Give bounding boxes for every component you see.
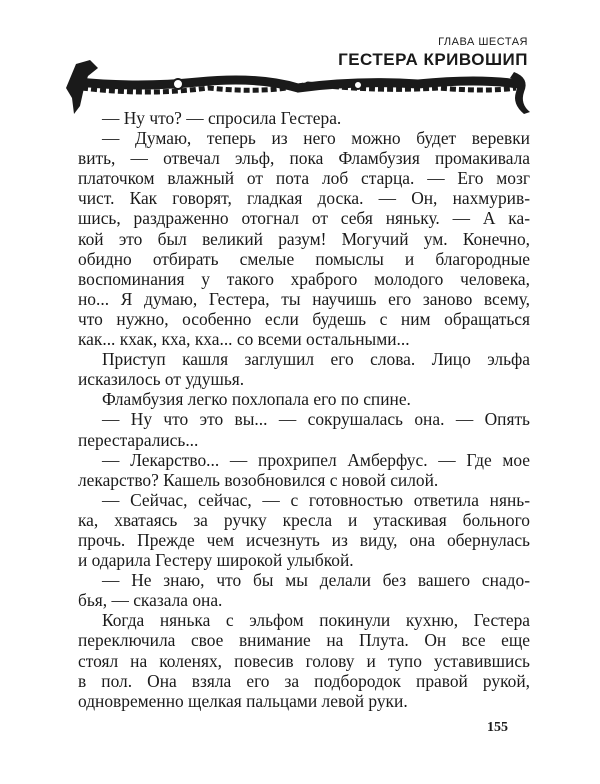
text-line: воспоминания у такого храброго молодого человека, (78, 268, 530, 289)
text-line: переключила свое внимание на Плута. Он все еще (78, 630, 530, 651)
text-line: чист. Как говорят, гладкая доска. — Он, нахмурив- (78, 188, 530, 209)
text-line: стоял на коленях, повесив голову и тупо уставившись (78, 650, 530, 671)
page-number: 155 (487, 720, 508, 735)
text-line: обидно отбирать смелые помыслы и благородные (78, 248, 530, 269)
text-line: — Ну что это вы... — сокрушалась она. — Опять (102, 409, 530, 430)
text-line: лекарство? Кашель возобновился с новой силой. (78, 469, 439, 490)
text-line: но... Я думаю, Гестера, ты научишь его заново всему, (78, 288, 530, 309)
text-line: ка, хватаясь за ручку кресла и утаскивая больного (78, 509, 530, 530)
text-line: — Ну что? — спросила Гестера. (102, 108, 342, 128)
text-line: Приступ кашля заглушил его слова. Лицо эльфа (102, 349, 530, 370)
text-line: как... кхак, кха, кха... со всеми остальными... (78, 329, 410, 350)
text-line: — Думаю, теперь из него можно будет веревки (102, 128, 530, 149)
text-line: в пол. Она взяла его за подбородок правой рукой, (78, 670, 530, 691)
text-line: прочь. Прежде чем исчезнуть из виду, она обернулась (78, 529, 530, 550)
text-line: Когда нянька с эльфом покинули кухню, Гестера (102, 610, 530, 631)
chapter-label: ГЛАВА ШЕСТАЯ (438, 36, 528, 48)
text-line: и одарила Гестеру широкой улыбкой. (78, 550, 354, 571)
text-line: платочком влажный от пота лоб старца. — Его мозг (78, 168, 530, 189)
text-line: кой это был великий разум! Могучий ум. Конечно, (78, 228, 530, 249)
text-line: что нужно, особенно если будешь с ним обращаться (78, 308, 530, 329)
text-line: одновременно щелкая пальцами левой руки. (78, 690, 408, 711)
text-line: перестарались... (78, 429, 199, 450)
text-line: — Не знаю, что бы мы делали без вашего снадо- (102, 570, 530, 591)
text-line: исказилось от удушья. (78, 369, 245, 390)
text-line: бья, — сказала она. (78, 590, 223, 611)
text-line: шись, раздраженно отогнал от себя няньку. — А ка- (78, 208, 530, 229)
text-line: — Сейчас, сейчас, — с готовностью ответила нянь- (102, 489, 530, 510)
chapter-title: ГЕСТЕРА КРИВОШИП (338, 50, 528, 69)
text-line: — Лекарство... — прохрипел Амберфус. — Где мое (102, 449, 530, 470)
text-line: Фламбузия легко похлопала его по спине. (102, 389, 411, 410)
body-text (78, 108, 530, 711)
text-line: вить, — отвечал эльф, пока Фламбузия промакивала (78, 148, 530, 169)
